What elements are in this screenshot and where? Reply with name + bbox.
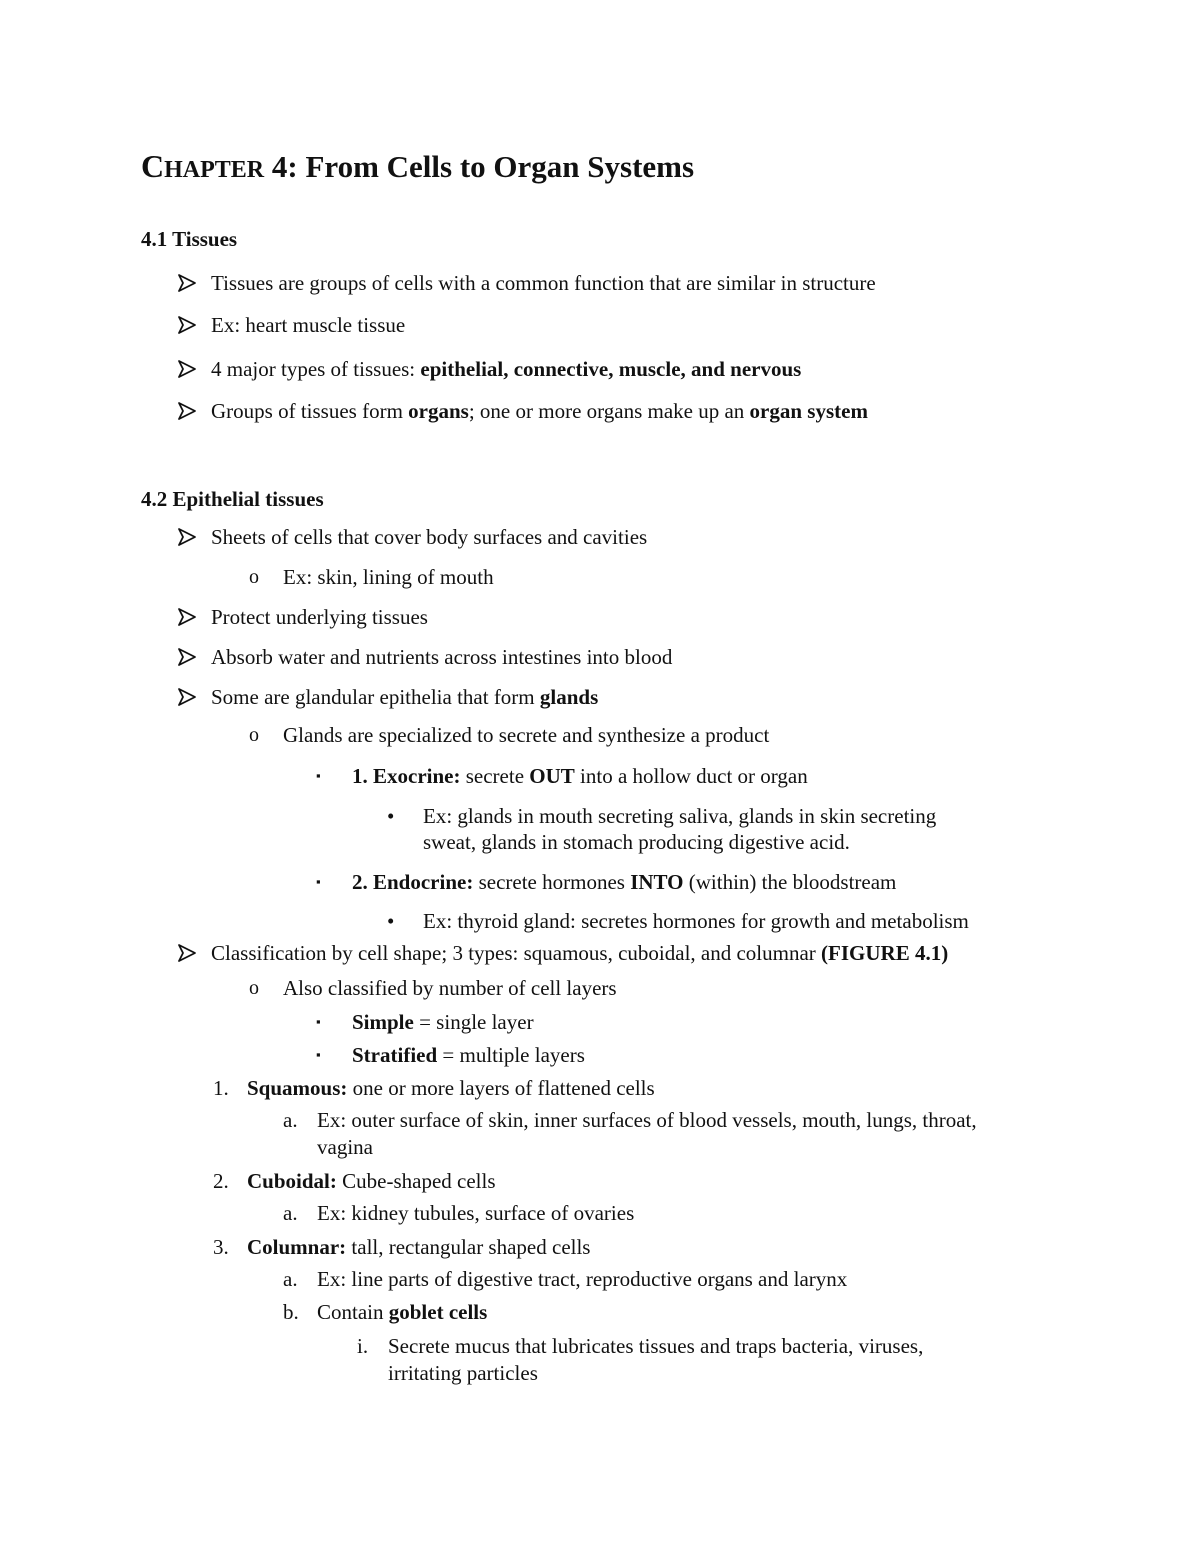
chapter-title: CHAPTER 4: From Cells to Organ Systems (141, 148, 695, 184)
letter-a: a. (283, 1108, 298, 1132)
letter-a: a. (283, 1201, 298, 1225)
arrowhead-bullet-icon (177, 687, 197, 707)
cuboidal-example: Ex: kidney tubules, surface of ovaries (317, 1201, 635, 1225)
exocrine-example-line2: sweat, glands in stomach producing digestive acid. (423, 830, 850, 854)
bullet-classification: Classification by cell shape; 3 types: squamous, cuboidal, and columnar (FIGURE 4.1) (211, 941, 949, 965)
columnar-example: Ex: line parts of digestive tract, reproductive organs and larynx (317, 1267, 848, 1291)
sub-bullet-skin-example: Ex: skin, lining of mouth (283, 565, 494, 589)
square-bullet: ▪ (316, 768, 321, 783)
simple-item: Simple = single layer (352, 1010, 534, 1034)
square-bullet: ▪ (316, 1047, 321, 1062)
cuboidal-item: Cuboidal: Cube-shaped cells (247, 1169, 496, 1193)
arrowhead-bullet-icon (177, 315, 197, 335)
circle-bullet: o (249, 724, 259, 746)
dot-bullet: • (387, 804, 395, 828)
arrowhead-bullet-icon (177, 273, 197, 293)
bullet-protect: Protect underlying tissues (211, 605, 428, 629)
stratified-item: Stratified = multiple layers (352, 1043, 585, 1067)
arrowhead-bullet-icon (177, 527, 197, 547)
number-3: 3. (213, 1235, 229, 1259)
arrowhead-bullet-icon (177, 401, 197, 421)
bullet-glandular: Some are glandular epithelia that form glands (211, 685, 599, 709)
sub-bullet-glands-specialized: Glands are specialized to secrete and synthesize a product (283, 723, 770, 747)
sub-bullet-layers: Also classified by number of cell layers (283, 976, 617, 1000)
section-heading-tissues: 4.1 Tissues (141, 227, 238, 251)
arrowhead-bullet-icon (177, 359, 197, 379)
squamous-example-line2: vagina (317, 1135, 373, 1159)
bullet-tissues-definition: Tissues are groups of cells with a common function that are similar in structure (211, 271, 876, 295)
bullet-organs: Groups of tissues form organs; one or more organs make up an organ system (211, 399, 868, 423)
number-1: 1. (213, 1076, 229, 1100)
bullet-sheets: Sheets of cells that cover body surfaces and cavities (211, 525, 648, 549)
mucus-line1: Secrete mucus that lubricates tissues and traps bacteria, viruses, (388, 1334, 924, 1358)
roman-i: i. (357, 1334, 369, 1358)
exocrine-example-line1: Ex: glands in mouth secreting saliva, glands in skin secreting (423, 804, 937, 828)
squamous-item: Squamous: one or more layers of flattened cells (247, 1076, 655, 1100)
arrowhead-bullet-icon (177, 943, 197, 963)
square-bullet: ▪ (316, 874, 321, 889)
letter-a: a. (283, 1267, 298, 1291)
square-bullet: ▪ (316, 1014, 321, 1029)
squamous-example-line1: Ex: outer surface of skin, inner surfaces of blood vessels, mouth, lungs, throat, (317, 1108, 977, 1132)
endocrine-example: Ex: thyroid gland: secretes hormones for growth and metabolism (423, 909, 969, 933)
circle-bullet: o (249, 977, 259, 999)
arrowhead-bullet-icon (177, 647, 197, 667)
goblet-cells-item: Contain goblet cells (317, 1300, 488, 1324)
bullet-absorb: Absorb water and nutrients across intestines into blood (211, 645, 673, 669)
mucus-line2: irritating particles (388, 1361, 538, 1385)
exocrine-item: 1. Exocrine: secrete OUT into a hollow duct or organ (352, 764, 808, 788)
dot-bullet: • (387, 909, 395, 933)
bullet-heart-example: Ex: heart muscle tissue (211, 313, 406, 337)
section-heading-epithelial: 4.2 Epithelial tissues (141, 487, 324, 511)
bullet-tissue-types: 4 major types of tissues: epithelial, connective, muscle, and nervous (211, 357, 802, 381)
endocrine-item: 2. Endocrine: secrete hormones INTO (within) the bloodstream (352, 870, 897, 894)
number-2: 2. (213, 1169, 229, 1193)
columnar-item: Columnar: tall, rectangular shaped cells (247, 1235, 591, 1259)
circle-bullet: o (249, 566, 259, 588)
arrowhead-bullet-icon (177, 607, 197, 627)
letter-b: b. (283, 1300, 299, 1324)
